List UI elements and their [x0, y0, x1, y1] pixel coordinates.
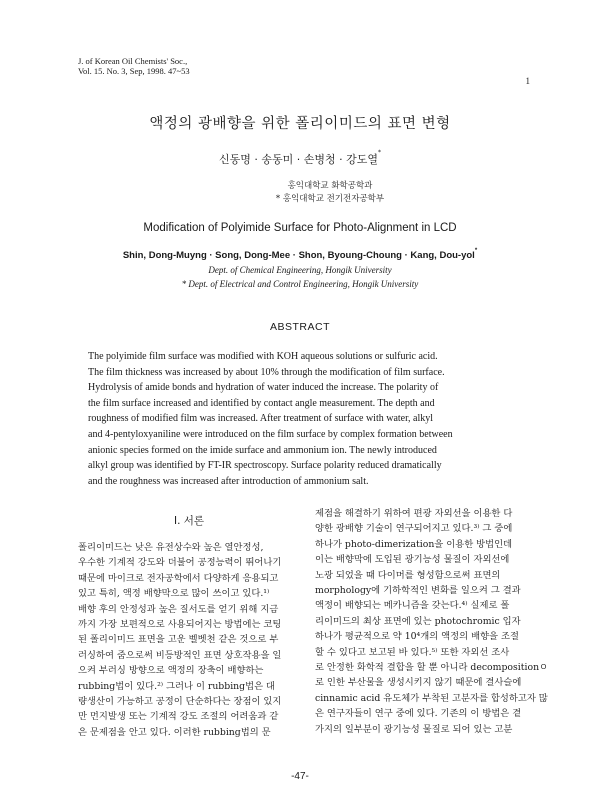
page-footer-number: -47- [291, 771, 309, 782]
english-title: Modification of Polyimide Surface for Photo-Alignment in LCD [143, 222, 457, 234]
body-line: 리이미드의 최상 표면에 있는 photochromic 입자 [315, 615, 521, 627]
body-line: 량생산이 가능하고 공정이 단순하다는 장점이 있지 [78, 696, 282, 708]
body-line: 폴리이미드는 낮은 유전상수와 높은 열안정성, [78, 542, 264, 553]
body-line: 하나가 photo-dimerization을 이용한 방법인데 [315, 538, 513, 550]
body-line: 있고 특히, 액정 배향막으로 많이 쓰이고 있다.¹⁾ [78, 588, 270, 600]
journal-line-1: J. of Korean Oil Chemists' Soc., [78, 56, 188, 66]
body-line: 노광 되었을 때 다이머를 형성함으로써 표면의 [315, 569, 501, 581]
right-column [315, 506, 549, 737]
body-line: 으켜 부러싱 방향으로 액정의 장축이 배향하는 [78, 665, 264, 677]
abstract-line: anionic species formed on the imide surface and ammonium ion. The newly introduced [88, 444, 437, 456]
english-authors [0, 250, 600, 261]
body-line: 로 안정한 화학적 결합을 할 뿐 아니라 decompositionㅇ [315, 662, 549, 674]
korean-authors-text: 신동명 · 송동미 · 손병청 · 강도열 [219, 153, 378, 166]
body-line: 액정이 배향되는 메카니즘을 갖는다.⁴⁾ 실제로 폴 [315, 600, 510, 612]
body-line: 까지 가장 보편적으로 사용되어지는 방법에는 코팅 [78, 619, 282, 631]
body-line: 할 수 있다고 보고된 바 있다.⁵⁾ 또한 자외선 조사 [315, 646, 510, 658]
english-affiliation-2: * Dept. of Electrical and Control Engineering, Hongik University [181, 279, 419, 289]
body-line: 러싱하여 줌으로써 비등방적인 표면 상호작용을 일 [78, 649, 282, 661]
korean-authors [0, 151, 600, 167]
body-line: 로 인한 부산물을 생성시키지 않기 때문에 결사슬에 [315, 677, 522, 689]
abstract-line: the film surface increased and identified by contact angle measurement. The depth and [88, 397, 435, 409]
korean-title: 액정의 광배향을 위한 폴리이미드의 표면 변형 [149, 116, 451, 132]
left-column [78, 540, 300, 740]
abstract-line: Hydrolysis of amide bonds and hydration of water induced the increase. The polarity of [88, 382, 439, 394]
body-line: 양한 광배향 기술이 연구되어지고 있다.³⁾ 그 중에 [315, 523, 513, 535]
body-line: 만 먼지발생 또는 기계적 강도 조절의 어려움과 같 [78, 711, 279, 723]
abstract-line: The polyimide film surface was modified with KOH aqueous solutions or sulfuric acid. [88, 351, 438, 362]
abstract-line: and 4-pentyloxyaniline were introduced on the film surface by complex formation between [88, 428, 453, 440]
body-line: 가지의 일부분이 광기능성 물질로 되어 있는 고분 [315, 723, 513, 735]
body-line: morphology에 기하학적인 변화를 일으켜 그 결과 [315, 585, 521, 597]
body-line: 때문에 마이크로 전자공학에서 다양하게 응용되고 [78, 572, 279, 584]
body-line: 된 폴리이미드 표면을 고운 벨벳천 같은 것으로 부 [78, 634, 279, 646]
body-line: rubbing법이 있다.²⁾ 그러나 이 rubbing법은 대 [78, 680, 276, 692]
abstract-body [88, 349, 538, 489]
korean-authors-mark: * [377, 149, 381, 156]
body-line: 우수한 기계적 강도와 더불어 공정능력이 뛰어나기 [78, 557, 282, 569]
journal-line-2: Vol. 15. No. 3, Sep, 1998. 47~53 [78, 66, 190, 76]
korean-affiliation-2: * 홍익대학교 전기전자공학부 [275, 194, 385, 204]
abstract-heading: ABSTRACT [269, 321, 330, 333]
english-authors-text: Shin, Dong-Muyng · Song, Dong-Mee · Shon, Byoung-Choung · Kang, Dou-yol [122, 250, 475, 261]
abstract-line: and the roughness was increased after introduction of ammonium salt. [88, 475, 369, 487]
abstract-line: alkyl group was identified by FT-IR spectroscopy. Surface polarity reduced dramatically [88, 460, 442, 472]
english-authors-mark: * [474, 248, 478, 254]
body-line: 은 문제점을 안고 있다. 이러한 rubbing법의 문 [78, 726, 271, 738]
english-affiliation-1: Dept. of Chemical Engineering, Hongik University [208, 265, 392, 275]
korean-affiliation-1: 홍익대학교 화학공학과 [287, 181, 373, 191]
body-line: 은 연구자들이 연구 중에 있다. 기존의 이 방법은 곁 [315, 708, 522, 720]
abstract-line: roughness of modified film was increased. After treatment of surface with water, alkyl [88, 413, 434, 425]
body-line: 이는 배향막에 도입된 광기능성 물질이 자외선에 [315, 554, 510, 566]
abstract-line: The film thickness was increased by about 10% through the modification of film surface. [88, 366, 445, 378]
section-heading-introduction: I. 서론 [173, 515, 205, 527]
body-line: 배향 후의 안정성과 높은 질서도를 얻기 위해 지금 [78, 603, 279, 615]
body-line: cinnamic acid 유도체가 부착된 고분자를 합성하고자 많 [315, 692, 548, 704]
page-number: 1 [525, 76, 530, 86]
journal-citation [78, 56, 190, 76]
body-line: 하나가 평균적으로 약 10⁴개의 액정의 배향을 조절 [315, 631, 519, 643]
body-line: 제점을 해결하기 위하여 편광 자외선을 이용한 다 [315, 508, 513, 519]
